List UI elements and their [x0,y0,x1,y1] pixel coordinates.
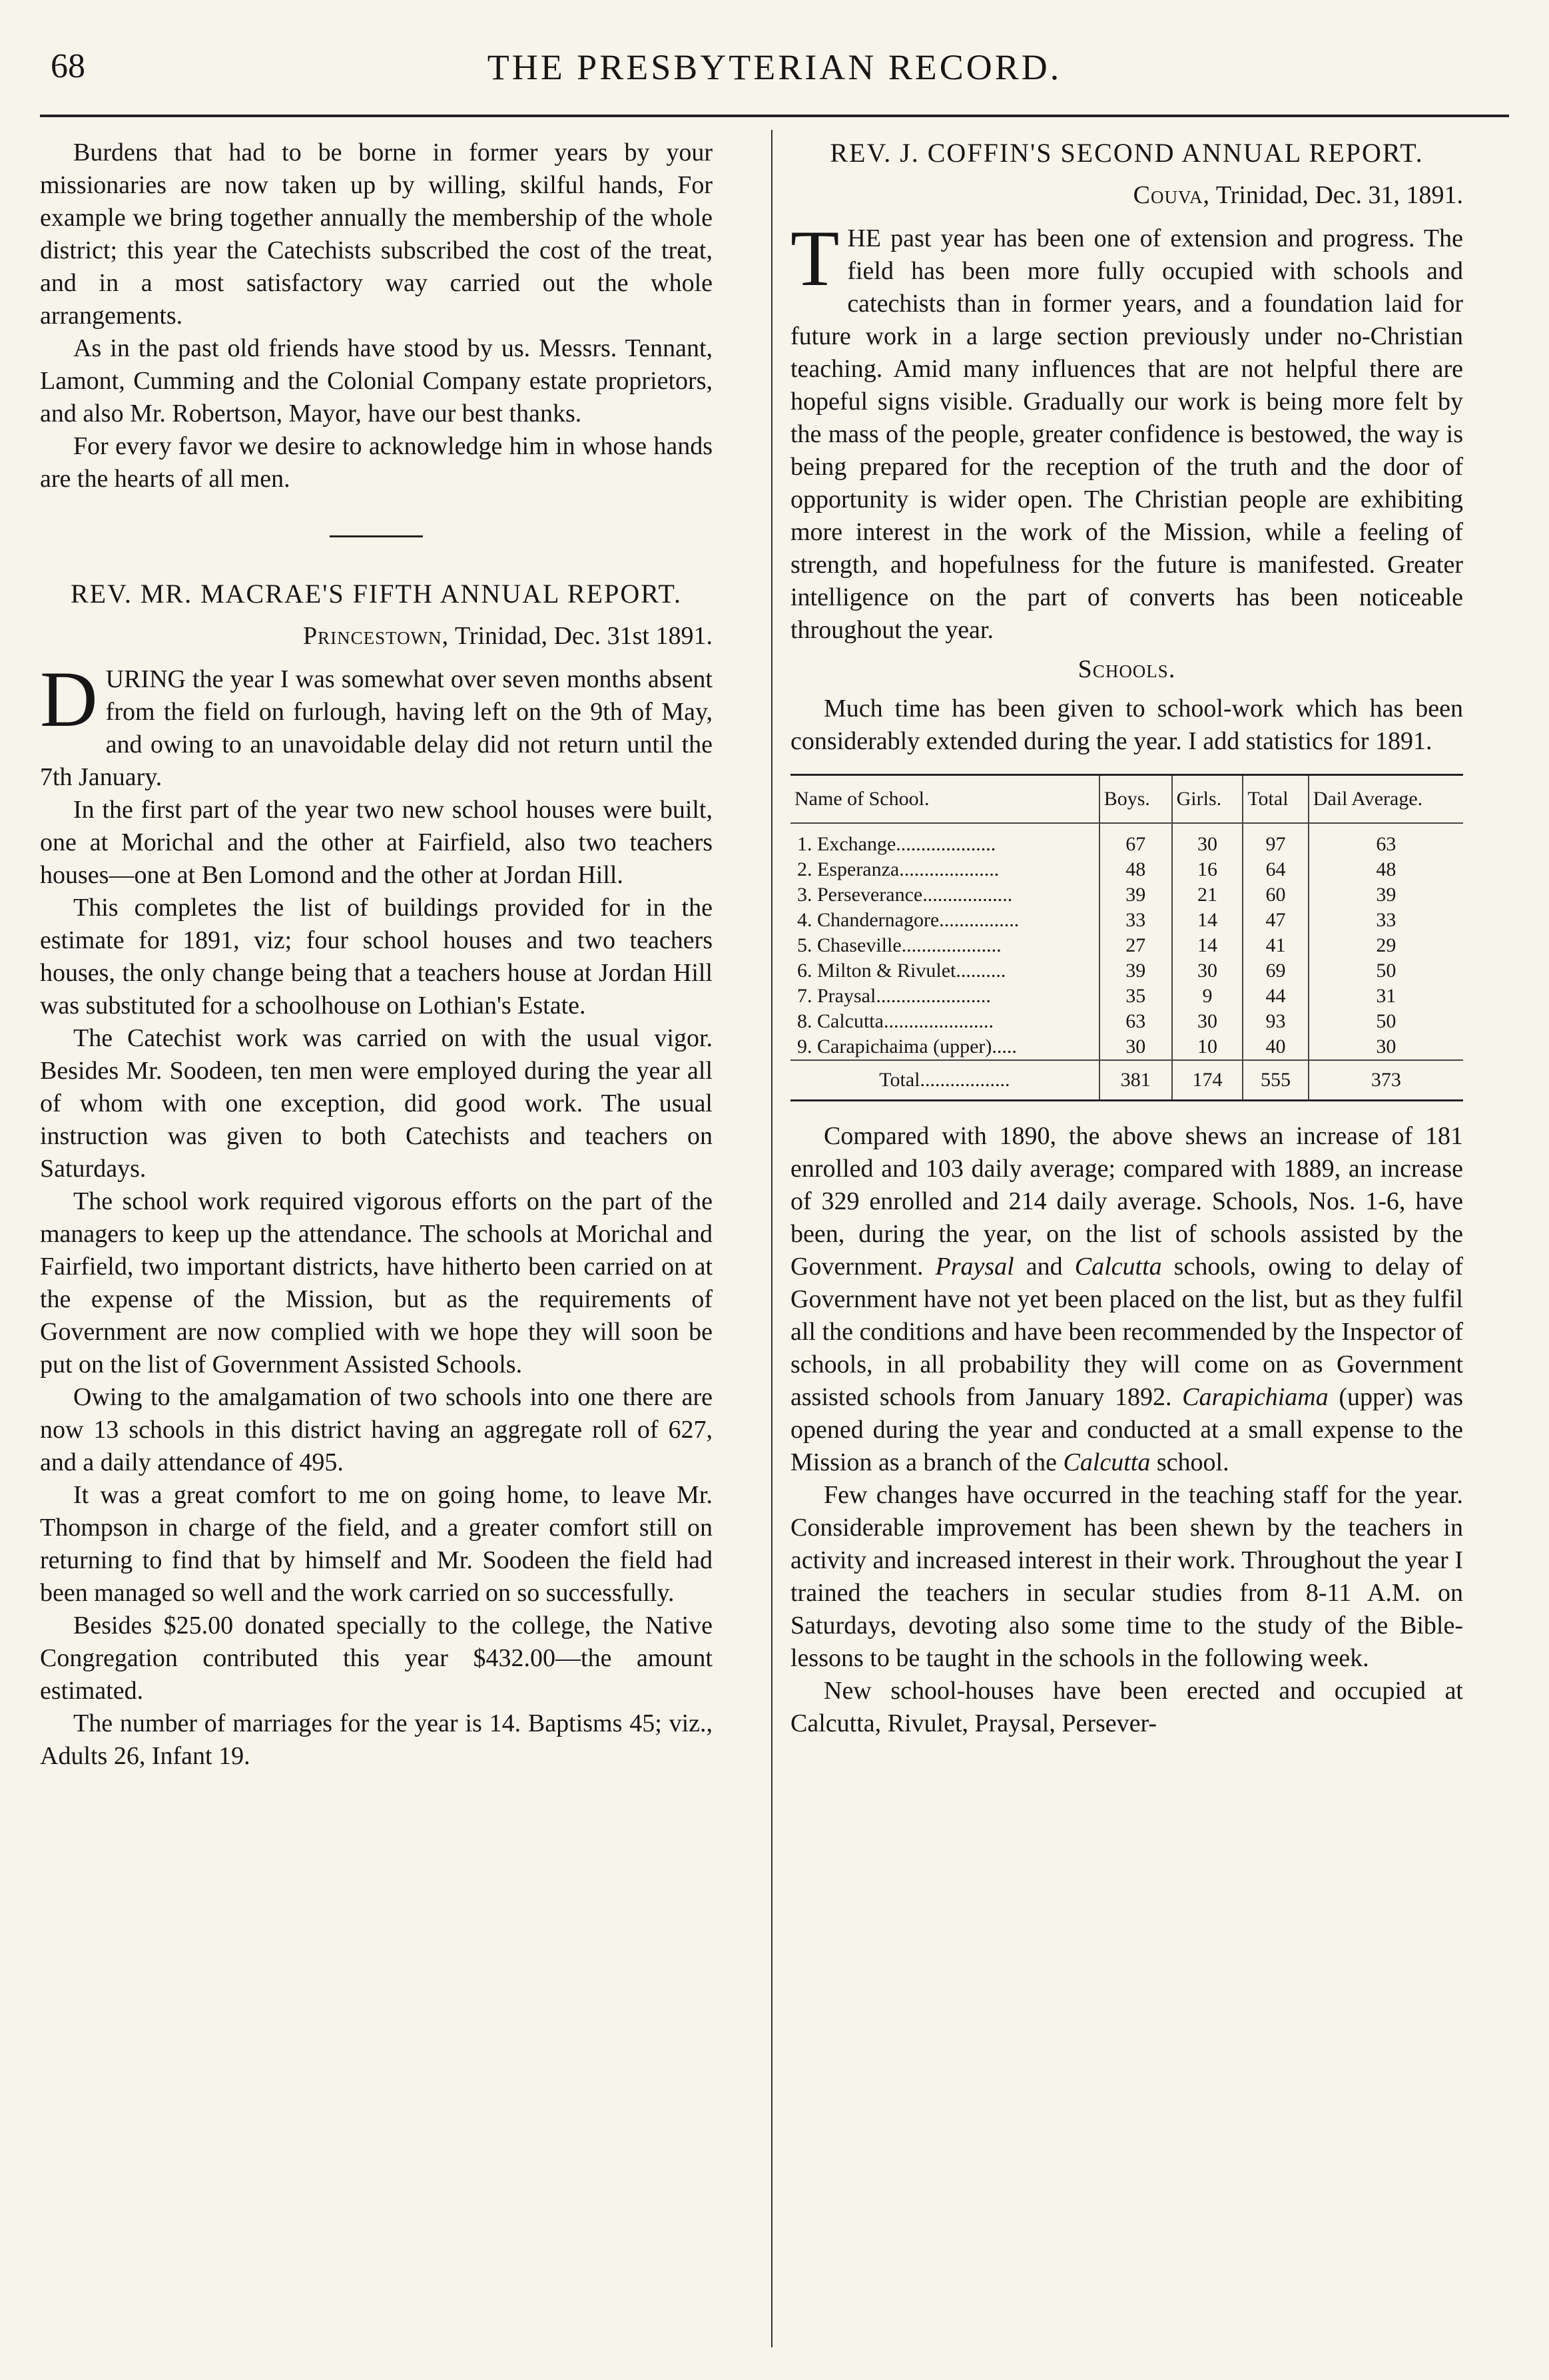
table-cell: 48 [1099,857,1172,882]
page-number: 68 [51,47,85,85]
table-cell: 5. Chaseville.................... [797,934,1002,956]
table-cell: 8. Calcutta...................... [797,1010,994,1032]
dateline-rest: Trinidad, Dec. 31, 1891. [1210,181,1463,209]
text-run: school. [1150,1448,1229,1476]
table-row [790,1009,1463,1034]
drop-cap: D [40,655,98,743]
drop-cap: T [790,214,840,302]
report-title: REV. MR. MACRAE'S FIFTH ANNUAL REPORT. [71,579,682,609]
column-divider [771,130,773,2347]
paragraph: Few changes have occurred in the teaching staff for the year. Considerable improvement has been shewn by the teachers in activity and increased interest in their work. Throughout the year I trained the teachers in secular studies from 8-11 A.M. on Saturdays, devoting also some time to the study of the Bible-lessons to be taught in the schools in the following week. [790,1481,1463,1672]
italic-text: Praysal [935,1253,1014,1281]
running-title: THE PRESBYTERIAN RECORD. [487,47,1062,87]
table-cell: 4. Chandernagore................ [797,909,1020,931]
paragraph: Burdens that had to be borne in former years by your missionaries are now taken up by willing, skilful hands, For example we bring together annually the membership of the whole district; this year the Catechists subscribed the cost of the treat, and in a most satisfactory way carried out the whole arrangements. [40,139,713,330]
paragraph-text: URING the year I was somewhat over seven months absent from the field on furlough, having left on the 9th of May, and owing to an unavoidable delay did not return until the 7th January. [40,665,713,791]
table-cell: 9 [1172,984,1243,1009]
paragraph: Much time has been given to school-work which has been considerably extended during the year. I add statistics for 1891. [790,695,1463,755]
table-cell: 381 [1099,1060,1172,1101]
table-cell: 30 [1172,823,1243,857]
column-header: Girls. [1172,775,1243,824]
table-cell: 35 [1099,984,1172,1009]
paragraph: The Catechist work was carried on with the usual vigor. Besides Mr. Soodeen, ten men were employed during the year all of whom with one exception, did good work. The usual instruction was given to both Catechists and teachers on Saturdays. [40,1024,713,1183]
column-header: Boys. [1099,775,1172,824]
table-cell: 30 [1309,1034,1463,1060]
table-cell: 50 [1309,1009,1463,1034]
header-rule [40,115,1509,117]
school-statistics-table [790,774,1463,1101]
table-row [790,984,1463,1009]
column-header: Total [1243,775,1308,824]
left-column [40,137,713,1773]
text-run: Compared with 1890, the above shews an increase of 181 enrolled and 103 daily average; compared with 1889, an increase of 329 enrolled and 214 daily average. Schools, Nos. 1-6, have been, during the year, on the list of schools assisted by the Government. [790,1122,1463,1281]
paragraph [790,1120,1463,1479]
text-run: schools, owing to delay of Government have not yet been placed on the list, but as they fulfil all the conditions and have been recommended by the Inspector of schools, in all probability they will come on as Government assisted schools from January 1892. [790,1253,1463,1411]
paragraph: For every favor we desire to acknowledge him in whose hands are the hearts of all men. [40,432,713,493]
table-cell: 2. Esperanza.................... [797,858,1000,880]
table-cell: 14 [1172,933,1243,958]
table-cell: 67 [1099,823,1172,857]
table-cell: 30 [1099,1034,1172,1060]
table-cell: 64 [1243,857,1308,882]
table-cell: 44 [1243,984,1308,1009]
right-column [790,137,1463,1740]
table-row [790,933,1463,958]
dateline-rest: Trinidad, Dec. 31st 1891. [449,622,713,650]
dateline-place: Princestown, [303,622,450,650]
table-cell: 555 [1243,1060,1308,1101]
table-cell: 33 [1309,908,1463,933]
paragraph: The school work required vigorous efforts on the part of the managers to keep up the attendance. The schools at Morichal and Fairfield, two important districts, have hitherto been carried on at the expense of the Mission, but as the requirements of Government are now complied with we hope they will soon be put on the list of Government Assisted Schools. [40,1187,713,1378]
column-header: Name of School. [790,775,1099,824]
paragraph: As in the past old friends have stood by us. Messrs. Tennant, Lamont, Cumming and the Colonial Company estate proprietors, and also Mr. Robertson, Mayor, have our best thanks. [40,334,713,428]
table-cell: 29 [1309,933,1463,958]
paragraph [790,214,1463,647]
italic-text: Calcutta [1074,1253,1162,1281]
table-cell: 40 [1243,1034,1308,1060]
table-cell: 60 [1243,882,1308,908]
dateline [40,620,713,653]
table-cell: 47 [1243,908,1308,933]
paragraph: New school-houses have been erected and occupied at Calcutta, Rivulet, Praysal, Persever- [790,1677,1463,1737]
section-divider [330,535,423,537]
paragraph: This completes the list of buildings provided for in the estimate for 1891, viz; four school houses and two teachers houses, the only change being that a teachers house at Jordan Hill was substituted for a schoolhouse on Lothian's Estate. [40,894,713,1020]
dateline [790,179,1463,212]
table-cell: 39 [1099,882,1172,908]
table-cell: 39 [1099,958,1172,984]
table-row [790,857,1463,882]
section-heading: Schools. [1078,655,1176,683]
table-row [790,908,1463,933]
table-cell: 41 [1243,933,1308,958]
paragraph: Besides $25.00 donated specially to the college, the Native Congregation contributed this year $432.00—the amount estimated. [40,1612,713,1705]
paragraph: It was a great comfort to me on going home, to leave Mr. Thompson in charge of the field, and a greater comfort still on returning to find that by himself and Mr. Soodeen the field had been managed so well and the work carried on so successfully. [40,1481,713,1607]
paragraph: The number of marriages for the year is 14. Baptisms 45; viz., Adults 26, Infant 19. [40,1709,713,1770]
table-row [790,1034,1463,1060]
table-cell: 9. Carapichaima (upper)..... [797,1036,1017,1057]
table-cell: 63 [1309,823,1463,857]
table-cell: 97 [1243,823,1308,857]
table-row [790,823,1463,857]
table-cell: 39 [1309,882,1463,908]
table-cell: 63 [1099,1009,1172,1034]
paragraph: Owing to the amalgamation of two schools into one there are now 13 schools in this district having an aggregate roll of 627, and a daily attendance of 495. [40,1383,713,1476]
table-cell: 48 [1309,857,1463,882]
table-cell: 30 [1172,1009,1243,1034]
paragraph [40,655,713,794]
table-cell: 10 [1172,1034,1243,1060]
table-cell: 50 [1309,958,1463,984]
table-cell: 93 [1243,1009,1308,1034]
table-cell: 21 [1172,882,1243,908]
table-cell: Total.................. [790,1060,1099,1101]
table-cell: 1. Exchange.................... [797,833,996,855]
italic-text: Carapichiama [1182,1383,1329,1411]
table-header-row [790,775,1463,824]
table-cell: 373 [1309,1060,1463,1101]
table-cell: 31 [1309,984,1463,1009]
table-cell: 7. Praysal....................... [797,985,991,1007]
table-cell: 6. Milton & Rivulet.......... [797,960,1006,982]
table-cell: 27 [1099,933,1172,958]
column-header: Dail Average. [1309,775,1463,824]
table-cell: 69 [1243,958,1308,984]
table-row [790,882,1463,908]
table-total-row [790,1060,1463,1101]
text-run: and [1014,1253,1075,1281]
paragraph: In the first part of the year two new school houses were built, one at Morichal and the other at Fairfield, also two teachers houses—one at Ben Lomond and the other at Jordan Hill. [40,796,713,889]
table-row [790,958,1463,984]
text-run: (upper) was opened during the year and conducted at a small expense to the Mission as a branch of the [790,1383,1463,1476]
dateline-place: Couva, [1133,181,1210,209]
report-title: REV. J. COFFIN'S SECOND ANNUAL REPORT. [830,138,1424,168]
paragraph-text: HE past year has been one of extension and progress. The field has been more fully occupied with schools and catechists than in former years, and a foundation laid for future work in a large section previously under no-Christian teaching. Amid many influences that are not helpful there are hopeful signs visible. Gradually our work is being more felt by the mass of the people, greater confidence is bestowed, the way is being prepared for the reception of the truth and the door of opportunity is wider open. The Christian people are exhibiting more interest in the work of the Mission, while a feeling of strength, and hopefulness for the future is manifested. Greater intelligence on the part of converts has been noticeable throughout the year. [790,224,1463,644]
table-cell: 14 [1172,908,1243,933]
table-cell: 3. Perseverance.................. [797,884,1013,906]
table-cell: 174 [1172,1060,1243,1101]
table-cell: 33 [1099,908,1172,933]
table-cell: 30 [1172,958,1243,984]
italic-text: Calcutta [1063,1448,1151,1476]
table-cell: 16 [1172,857,1243,882]
page-header [40,27,1509,100]
